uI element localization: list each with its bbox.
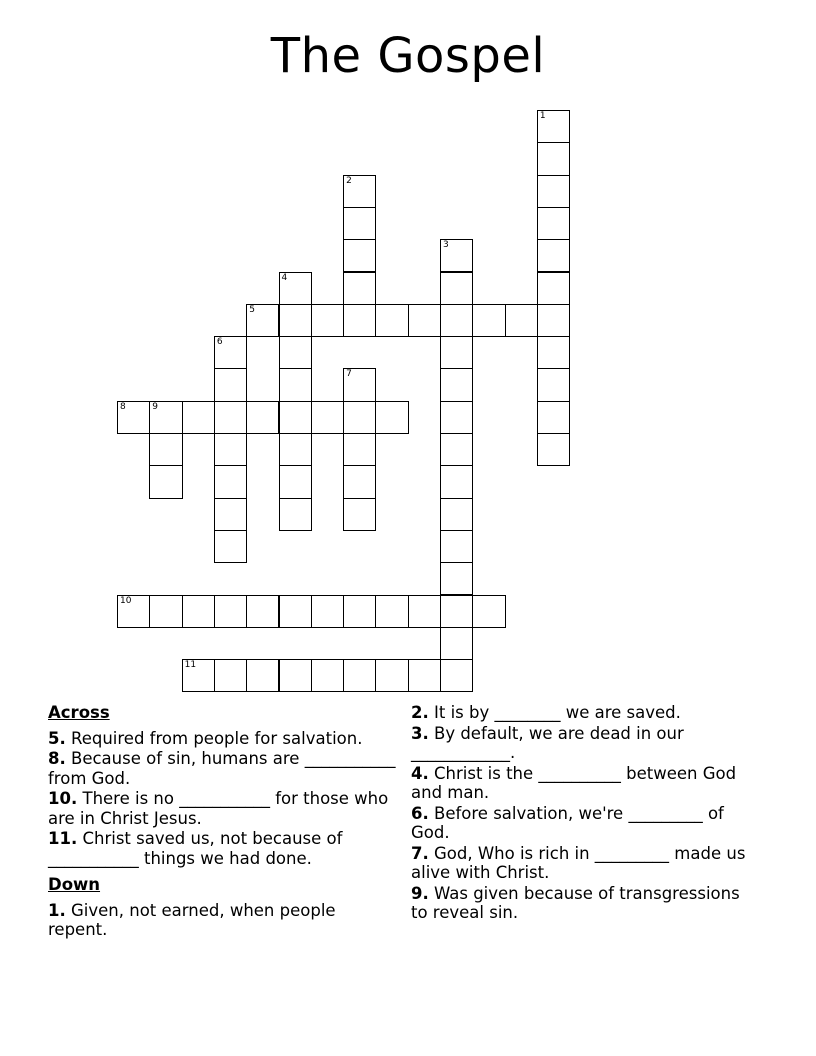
grid-cell[interactable]	[343, 207, 376, 240]
clue-number: 3.	[411, 723, 429, 743]
grid-cell[interactable]	[375, 595, 408, 628]
grid-cell[interactable]	[311, 401, 344, 434]
clue-number: 7.	[411, 843, 429, 863]
clue-text: Was given because of transgressions to reveal sin.	[411, 883, 740, 922]
clue-text: Christ saved us, not because of ___________ things we had done.	[48, 829, 343, 868]
clue-text: God, Who is rich in _________ made us alive with Christ.	[411, 843, 746, 882]
grid-cell[interactable]	[472, 595, 505, 628]
clue-text: Required from people for salvation.	[71, 728, 363, 748]
grid-cell[interactable]	[343, 272, 376, 305]
grid-cell[interactable]	[343, 401, 376, 434]
grid-cell[interactable]	[311, 659, 344, 692]
across-heading: Across	[48, 703, 110, 722]
clue-number-label: 6	[216, 337, 223, 348]
grid-cell[interactable]	[279, 465, 312, 498]
grid-cell[interactable]	[182, 401, 215, 434]
down-clue	[411, 764, 761, 803]
grid-cell[interactable]	[440, 272, 473, 305]
grid-cell[interactable]	[537, 401, 570, 434]
grid-cell[interactable]	[440, 433, 473, 466]
grid-cell[interactable]	[149, 433, 182, 466]
clue-text: Given, not earned, when people repent.	[48, 900, 336, 939]
grid-cell[interactable]	[279, 595, 312, 628]
grid-cell[interactable]	[149, 595, 182, 628]
grid-cell[interactable]	[311, 595, 344, 628]
grid-cell[interactable]	[375, 304, 408, 337]
grid-cell[interactable]	[343, 368, 376, 401]
grid-cell[interactable]	[343, 239, 376, 272]
grid-cell[interactable]	[537, 433, 570, 466]
clue-number-label: 9	[152, 401, 159, 412]
down-heading: Down	[48, 875, 101, 894]
clue-number-label: 3	[443, 240, 449, 251]
grid-cell[interactable]	[440, 368, 473, 401]
grid-cell[interactable]	[440, 401, 473, 434]
grid-cell[interactable]	[117, 595, 150, 628]
grid-cell[interactable]	[343, 498, 376, 531]
down-clue	[411, 884, 761, 923]
grid-cell[interactable]	[537, 207, 570, 240]
clue-number: 11.	[48, 829, 78, 848]
across-clue	[48, 729, 398, 749]
grid-cell[interactable]	[279, 368, 312, 401]
grid-cell[interactable]	[214, 659, 247, 692]
grid-cell[interactable]	[537, 304, 570, 337]
clue-text: By default, we are dead in our ____________.	[411, 723, 684, 762]
grid-cell[interactable]	[408, 304, 441, 337]
grid-cell[interactable]	[214, 465, 247, 498]
grid-cell[interactable]	[343, 175, 376, 208]
grid-cell[interactable]	[214, 595, 247, 628]
grid-cell[interactable]	[440, 659, 473, 692]
grid-cell[interactable]	[505, 304, 538, 337]
grid-cell[interactable]	[279, 498, 312, 531]
grid-cell[interactable]	[246, 304, 279, 337]
down-clue	[411, 703, 761, 723]
grid-cell[interactable]	[537, 175, 570, 208]
grid-cell[interactable]	[149, 465, 182, 498]
grid-cell[interactable]	[440, 627, 473, 660]
clue-number: 6.	[411, 803, 429, 823]
grid-cell[interactable]	[279, 336, 312, 369]
grid-cell[interactable]	[279, 272, 312, 305]
clue-text: It is by ________ we are saved.	[434, 703, 681, 722]
grid-cell[interactable]	[214, 336, 247, 369]
grid-cell[interactable]	[408, 595, 441, 628]
clues-left-column	[48, 703, 398, 941]
grid-cell[interactable]	[440, 465, 473, 498]
grid-cell[interactable]	[311, 304, 344, 337]
grid-cell[interactable]	[246, 401, 279, 434]
clue-number-label: 10	[120, 595, 132, 606]
grid-cell[interactable]	[343, 595, 376, 628]
grid-cell[interactable]	[343, 465, 376, 498]
grid-cell[interactable]	[182, 595, 215, 628]
clue-number: 2.	[411, 703, 429, 722]
grid-cell[interactable]	[408, 659, 441, 692]
clues-right-column	[411, 703, 761, 924]
grid-cell[interactable]	[279, 304, 312, 337]
clue-number-label: 7	[346, 369, 352, 380]
grid-cell[interactable]	[440, 304, 473, 337]
clue-number: 8.	[48, 749, 66, 768]
grid-cell[interactable]	[343, 659, 376, 692]
clue-number-label: 5	[249, 304, 255, 315]
grid-cell[interactable]	[279, 401, 312, 434]
across-clue	[48, 749, 398, 788]
grid-cell[interactable]	[279, 659, 312, 692]
across-clue	[48, 829, 398, 868]
grid-cell[interactable]	[440, 530, 473, 563]
clue-text: There is no ___________ for those who are in Christ Jesus.	[48, 789, 389, 828]
clue-text: Before salvation, we're _________ of God.	[411, 803, 724, 842]
grid-cell[interactable]	[440, 595, 473, 628]
clue-number-label: 4	[281, 272, 288, 283]
clue-number: 10.	[48, 789, 78, 808]
grid-cell[interactable]	[279, 433, 312, 466]
down-clue	[48, 901, 398, 940]
grid-cell[interactable]	[214, 530, 247, 563]
clue-number: 4.	[411, 763, 429, 783]
grid-cell[interactable]	[440, 336, 473, 369]
grid-cell[interactable]	[182, 659, 215, 692]
clue-number: 1.	[48, 900, 66, 920]
grid-cell[interactable]	[214, 401, 247, 434]
grid-cell[interactable]	[214, 368, 247, 401]
grid-cell[interactable]	[246, 595, 279, 628]
clue-number-label: 1	[539, 111, 546, 121]
down-clue	[411, 724, 761, 763]
grid-cell[interactable]	[375, 659, 408, 692]
grid-cell[interactable]	[343, 304, 376, 337]
grid-cell[interactable]	[440, 239, 473, 272]
grid-cell[interactable]	[117, 401, 150, 434]
grid-cell[interactable]	[440, 498, 473, 531]
grid-cell[interactable]	[537, 142, 570, 175]
across-clue	[48, 789, 398, 828]
clue-number: 5.	[48, 728, 66, 748]
grid-cell[interactable]	[375, 401, 408, 434]
grid-cell[interactable]	[343, 433, 376, 466]
clue-text: Christ is the __________ between God and man.	[411, 763, 737, 802]
page-title: The Gospel	[270, 28, 546, 84]
clue-number-label: 8	[120, 401, 126, 412]
grid-cell[interactable]	[149, 401, 182, 434]
down-clue	[411, 844, 761, 883]
grid-cell[interactable]	[537, 368, 570, 401]
clue-text: Because of sin, humans are ___________ from God.	[48, 749, 396, 788]
grid-cell[interactable]	[440, 562, 473, 595]
clue-number: 9.	[411, 883, 429, 903]
grid-cell[interactable]	[214, 433, 247, 466]
clue-number-label: 11	[184, 660, 197, 671]
grid-cell[interactable]	[214, 498, 247, 531]
grid-cell[interactable]	[537, 239, 570, 272]
grid-cell[interactable]	[472, 304, 505, 337]
grid-cell[interactable]	[246, 659, 279, 692]
grid-cell[interactable]	[537, 336, 570, 369]
clue-number-label: 2	[346, 175, 352, 186]
grid-cell[interactable]	[537, 272, 570, 305]
grid-cell[interactable]	[537, 110, 570, 143]
down-clue	[411, 804, 761, 843]
